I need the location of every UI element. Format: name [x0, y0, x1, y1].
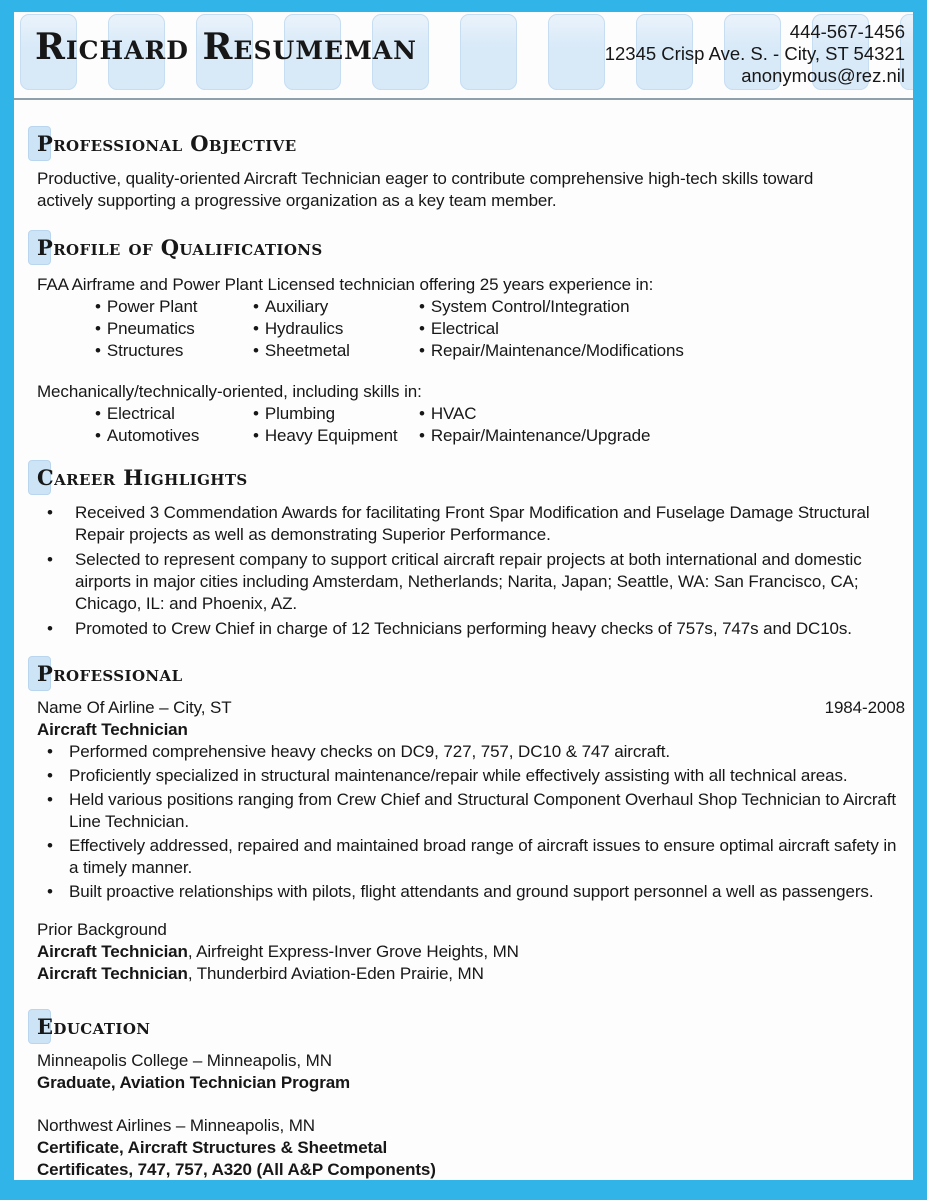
skill-item: • Automotives — [95, 425, 253, 447]
bullet-item: • Selected to represent company to support critical aircraft repair projects at both international and domestic airports in major cities including Amsterdam, Netherlands; Narita, Japan; Seattle, WA: San Francisco, CA; Chicago, IL: and Phoenix, AZ. — [37, 549, 905, 615]
prior-background-label: Prior Background — [37, 920, 167, 939]
prior-entry-title: Aircraft Technician — [37, 942, 188, 961]
contact-phone: 444-567-1456 — [789, 21, 905, 42]
skill-item: • Sheetmetal — [253, 340, 419, 362]
prior-entry-title: Aircraft Technician — [37, 964, 188, 983]
section-heading-label: Education — [37, 1014, 151, 1039]
skill-item: • Power Plant — [95, 296, 253, 318]
header-tab-shape — [548, 14, 605, 90]
education-credential: Certificate, Aircraft Structures & Sheetmetal — [37, 1138, 388, 1157]
section-heading-label: Career Highlights — [37, 465, 248, 490]
education-credentials — [37, 1137, 905, 1181]
education-credentials — [37, 1072, 905, 1094]
education-entry — [37, 1050, 905, 1094]
job-title: Aircraft Technician — [37, 720, 188, 739]
skill-item: • Repair/Maintenance/Upgrade — [419, 425, 905, 447]
bullet-item: • Built proactive relationships with pilots, flight attendants and ground support personnel a well as passengers. — [37, 881, 905, 903]
section-heading-label: Professional Objective — [37, 131, 297, 156]
skill-item: • Hydraulics — [253, 318, 419, 340]
bullet-item: • Effectively addressed, repaired and maintained broad range of aircraft issues to ensure optimal aircraft safety in a timely manner. — [37, 835, 905, 879]
skills-column — [419, 296, 905, 362]
header — [14, 12, 913, 100]
education-school: Minneapolis College – Minneapolis, MN — [37, 1051, 332, 1070]
prior-entry — [37, 963, 905, 985]
skill-item: • Plumbing — [253, 403, 419, 425]
content — [14, 100, 913, 1180]
employer-name: Name Of Airline – City, ST — [37, 698, 232, 717]
section-heading-label: Profile of Qualifications — [37, 235, 323, 260]
bullet-item: • Received 3 Commendation Awards for facilitating Front Spar Modification and Fuselage Damage Structural Repair projects as well as demonstrating Superior Performance. — [37, 502, 905, 546]
skill-item: • Auxiliary — [253, 296, 419, 318]
contact-block — [605, 21, 905, 87]
skills-column — [95, 296, 253, 362]
education-credential: Certificates, 747, 757, A320 (All A&P Components) — [37, 1160, 436, 1179]
skills-column — [419, 403, 905, 447]
career-highlights-list — [37, 502, 905, 640]
prior-entry-company: , Thunderbird Aviation-Eden Prairie, MN — [187, 964, 484, 983]
skill-item: • HVAC — [419, 403, 905, 425]
job-header-row — [37, 697, 905, 719]
section-heading-career-highlights — [37, 466, 905, 490]
section-heading-qualifications — [37, 236, 905, 260]
skill-item: • Pneumatics — [95, 318, 253, 340]
skills-columns — [95, 403, 905, 447]
skills-columns — [95, 296, 905, 362]
skill-item: • Structures — [95, 340, 253, 362]
section-heading-label: Professional — [37, 661, 183, 686]
section-heading-objective — [37, 132, 905, 156]
resume-sheet — [14, 12, 913, 1180]
skill-item: • Electrical — [419, 318, 905, 340]
qualifications-intro: FAA Airframe and Power Plant Licensed technician offering 25 years experience in: — [37, 275, 654, 294]
objective-text: Productive, quality-oriented Aircraft Technician eager to contribute comprehensive high-tech skills toward actively supporting a progressive organization as a key team member. — [37, 169, 814, 210]
education-school: Northwest Airlines – Minneapolis, MN — [37, 1116, 315, 1135]
skills-column — [95, 403, 253, 447]
header-tab-shape — [460, 14, 517, 90]
skills-column — [253, 296, 419, 362]
section-heading-professional — [37, 662, 905, 686]
education-entry — [37, 1115, 905, 1181]
prior-entry-company: , Airfreight Express-Inver Grove Heights, MN — [187, 942, 519, 961]
prior-entry — [37, 941, 905, 963]
employment-dates: 1984-2008 — [824, 698, 905, 717]
contact-address: 12345 Crisp Ave. S. - City, ST 54321 — [604, 43, 905, 64]
section-heading-education — [37, 1015, 905, 1039]
education-credential: Graduate, Aviation Technician Program — [37, 1073, 351, 1092]
bullet-item: • Held various positions ranging from Crew Chief and Structural Component Overhaul Shop Technician to Aircraft Line Technician. — [37, 789, 905, 833]
bullet-item: • Promoted to Crew Chief in charge of 12 Technicians performing heavy checks of 757s, 747s and DC10s. — [37, 618, 905, 640]
professional-duties-list — [37, 741, 905, 903]
skill-item: • Heavy Equipment — [253, 425, 419, 447]
skill-item: • Repair/Maintenance/Modifications — [419, 340, 905, 362]
candidate-name: Richard Resumeman — [35, 26, 417, 68]
skill-item: • Electrical — [95, 403, 253, 425]
skills-column — [253, 403, 419, 447]
prior-background-list — [37, 941, 905, 985]
bullet-item: • Performed comprehensive heavy checks on DC9, 727, 757, DC10 & 747 aircraft. — [37, 741, 905, 763]
skill-item: • System Control/Integration — [419, 296, 905, 318]
contact-email: anonymous@rez.nil — [741, 65, 905, 86]
bullet-item: • Proficiently specialized in structural maintenance/repair while effectively assisting with all technical areas. — [37, 765, 905, 787]
skills-intro: Mechanically/technically-oriented, including skills in: — [37, 382, 422, 401]
